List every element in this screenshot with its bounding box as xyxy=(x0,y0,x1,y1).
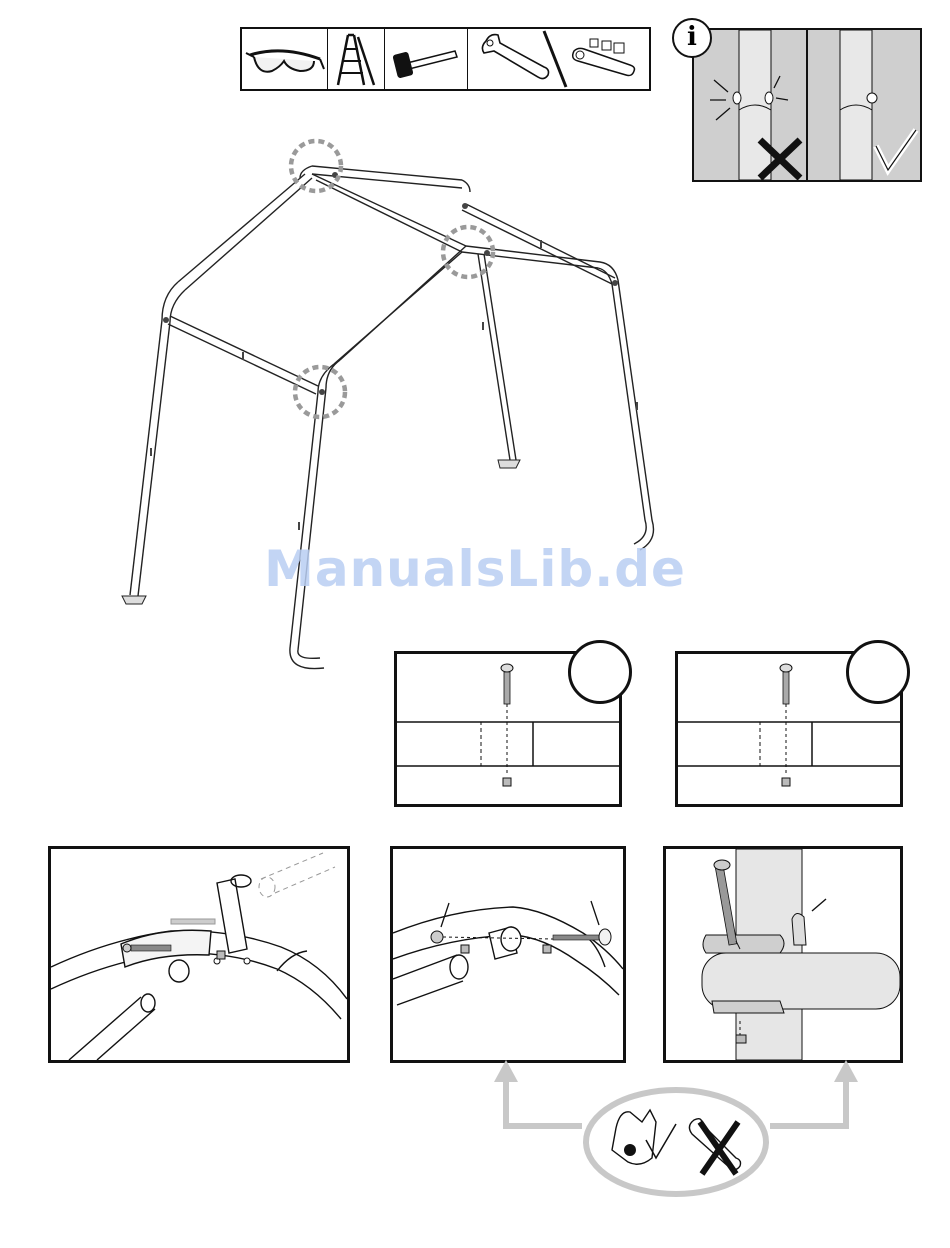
step-number-circle-a xyxy=(568,640,632,704)
tool-cell-glasses xyxy=(242,29,328,89)
info-panel xyxy=(672,18,924,184)
watermark: ManualsLib.de xyxy=(264,540,686,598)
info-icon-glyph: i xyxy=(687,22,697,52)
detail-bolt-alignment xyxy=(390,846,626,1063)
step-ladder-icon xyxy=(328,29,383,89)
detail-clamp-bolt xyxy=(663,846,903,1063)
step-number-circle-b xyxy=(846,640,910,704)
info-comparison-frame xyxy=(692,28,922,182)
frame-assembly-overview xyxy=(0,130,700,690)
info-comparison-illustration xyxy=(694,30,920,180)
socket-wrench-set-icon xyxy=(566,29,650,89)
hand-tighten-callout xyxy=(480,1050,950,1200)
detail-ridge-assembly xyxy=(48,846,350,1063)
info-icon xyxy=(672,18,712,58)
tool-cell-mallet xyxy=(385,29,468,89)
tools-bar xyxy=(240,27,651,91)
tool-cell-ladder xyxy=(328,29,385,89)
rubber-mallet-icon xyxy=(385,29,466,89)
tool-cell-wrenches xyxy=(468,29,651,89)
safety-glasses-icon xyxy=(242,29,326,89)
